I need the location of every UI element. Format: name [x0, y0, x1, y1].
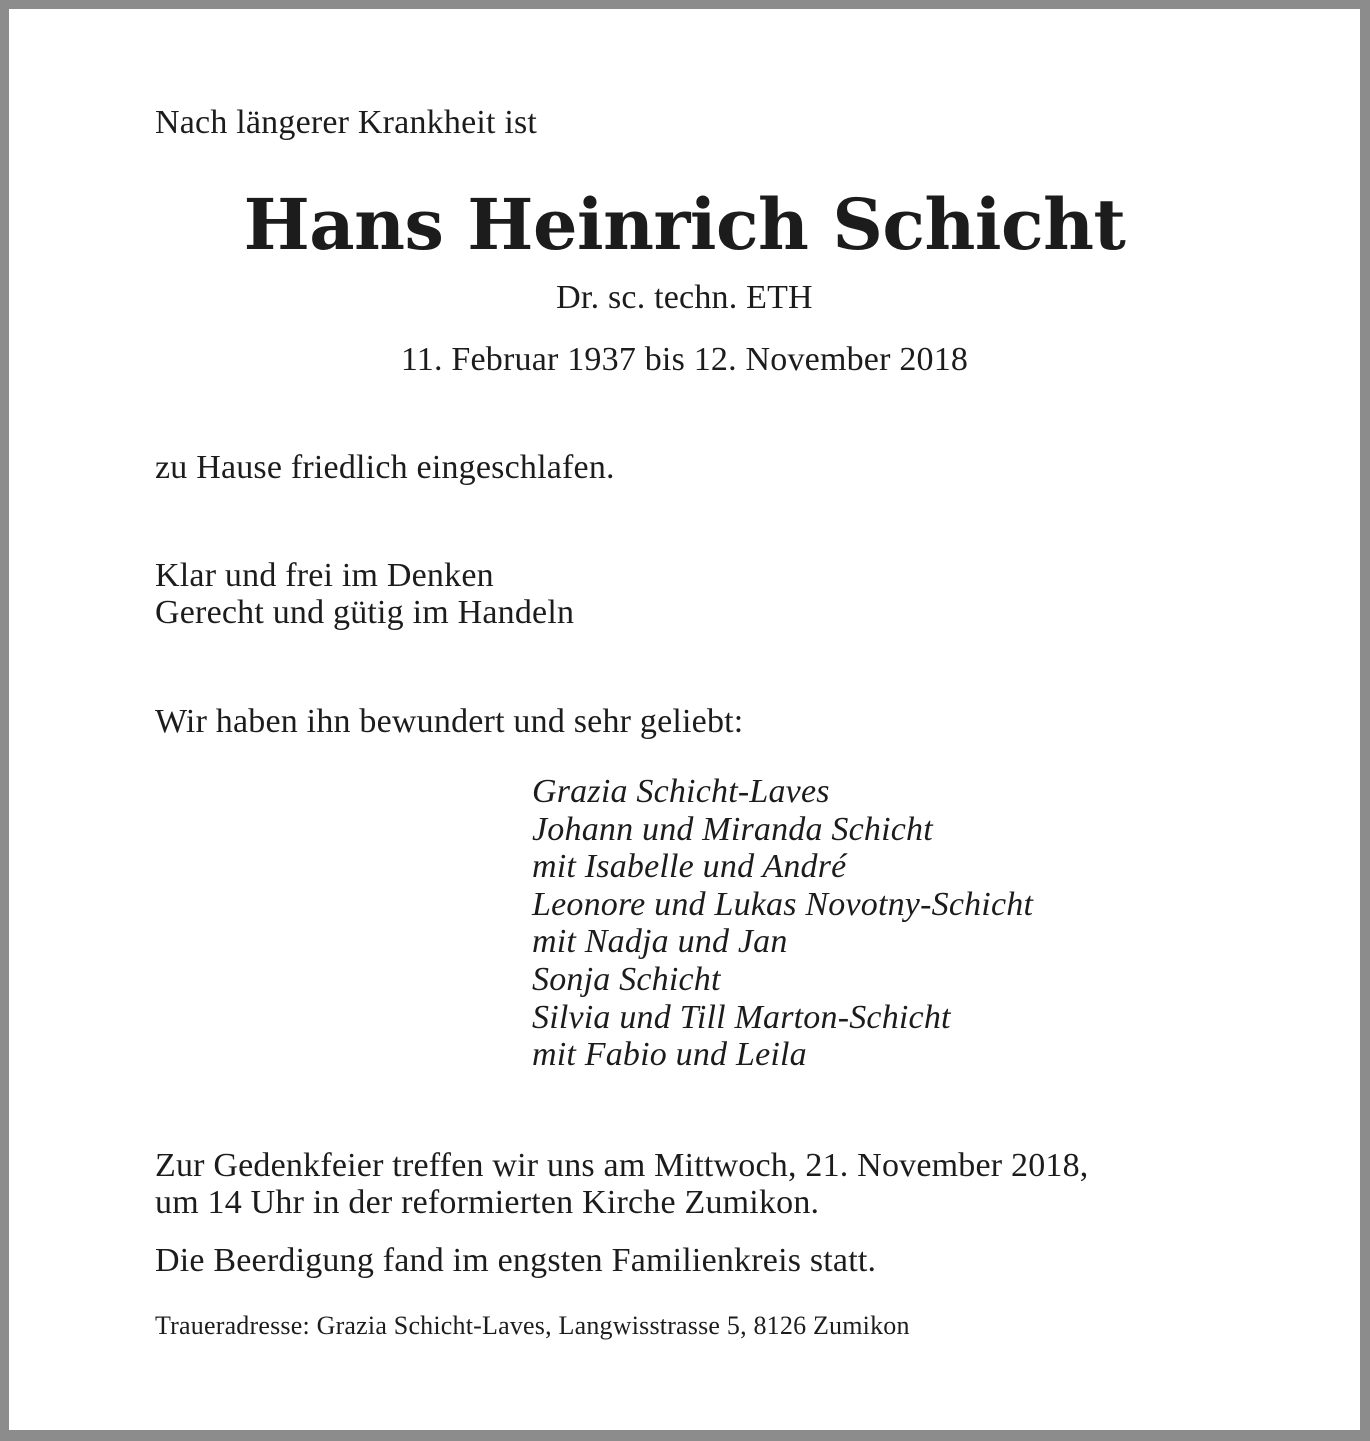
passing-text: zu Hause friedlich eingeschlafen. [155, 449, 615, 486]
mourner-line: mit Fabio und Leila [532, 1036, 807, 1074]
academic-title: Dr. sc. techn. ETH [556, 279, 813, 316]
mourner-line: Sonja Schicht [532, 960, 721, 998]
life-dates: 11. Februar 1937 bis 12. November 2018 [400, 341, 969, 378]
mourner-line: Leonore und Lukas Novotny-Schicht [532, 885, 1034, 923]
mourning-address: Traueradresse: Grazia Schicht-Laves, Langwisstrasse 5, 8126 Zumikon [155, 1311, 910, 1340]
verse-line: Klar und frei im Denken [155, 557, 494, 594]
mourner-line: mit Nadja und Jan [532, 923, 788, 961]
love-line: Wir haben ihn bewundert und sehr geliebt: [155, 703, 744, 740]
verse-line: Gerecht und gütig im Handeln [155, 594, 575, 631]
mourners-list [532, 773, 1033, 1074]
mourner-line: Silvia und Till Marton-Schicht [532, 998, 951, 1036]
burial-text: Die Beerdigung fand im engsten Familienkreis statt. [155, 1242, 877, 1279]
memorial-info [155, 1147, 1089, 1221]
mourner-line: Johann und Miranda Schicht [532, 810, 933, 848]
memorial-line: um 14 Uhr in der reformierten Kirche Zumikon. [155, 1184, 820, 1221]
obituary-notice [9, 9, 1360, 1430]
mourner-line: mit Isabelle und André [532, 848, 847, 886]
intro-text: Nach längerer Krankheit ist [155, 104, 538, 141]
deceased-name: Hans Heinrich Schicht [243, 183, 1126, 266]
memorial-line: Zur Gedenkfeier treffen wir uns am Mittwoch, 21. November 2018, [155, 1147, 1089, 1184]
verse [155, 557, 574, 631]
mourner-line: Grazia Schicht-Laves [532, 773, 830, 810]
